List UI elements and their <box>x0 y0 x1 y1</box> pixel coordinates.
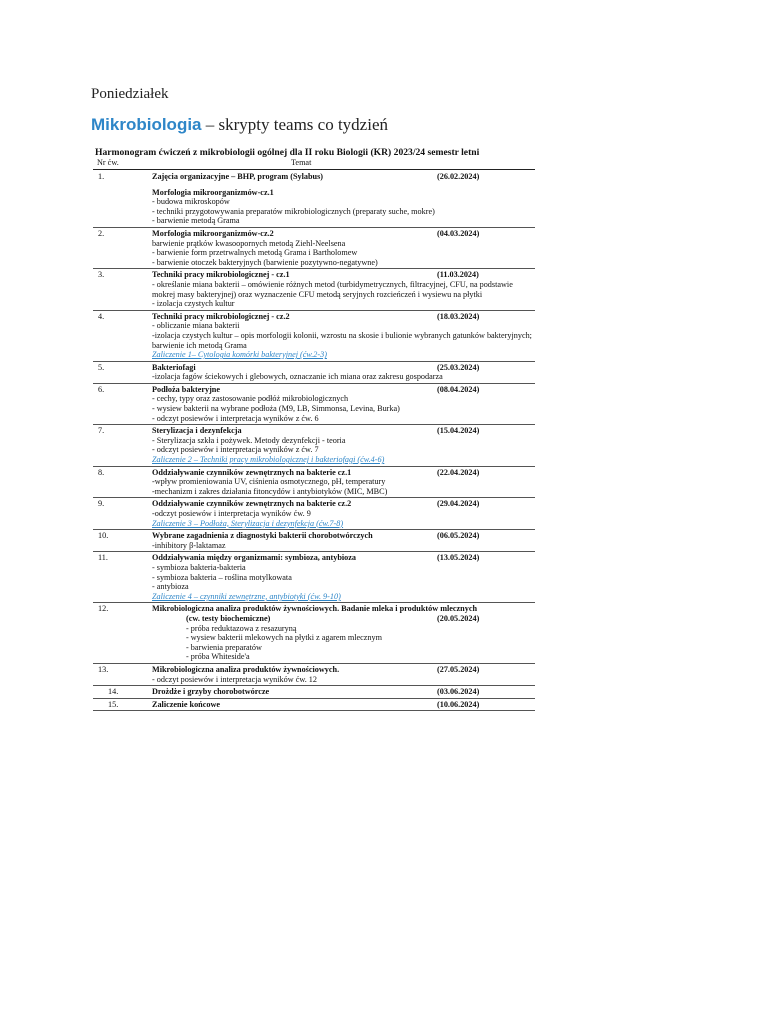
topic-line <box>152 426 535 436</box>
topic-line <box>152 652 535 662</box>
row-number: 7. <box>98 426 105 436</box>
schedule-row <box>93 603 535 664</box>
row-topic <box>152 468 535 497</box>
topic-line <box>152 582 535 592</box>
schedule-row <box>93 425 535 466</box>
session-date: (06.05.2024) <box>437 531 480 541</box>
session-date: (15.04.2024) <box>437 426 480 436</box>
topic-text: -izolacja czystych kultur – opis morfologii kolonii, wzrostu na skosie i bulionie wybranych gatunków bakteryjnych; barwienie ich metodą Grama <box>152 330 532 350</box>
column-header <box>93 158 535 170</box>
row-topic <box>152 426 535 464</box>
row-topic <box>152 665 535 684</box>
topic-text: Oddziaływanie czynników zewnętrznych na bakterie cz.2 <box>152 499 352 509</box>
row-number: 1. <box>98 172 105 181</box>
row-number: 3. <box>98 270 105 280</box>
topic-text: - odczyt posiewów i interpretacja wyników z ćw. 7 <box>152 445 319 455</box>
test-note-line <box>152 519 535 529</box>
schedule-row <box>93 228 535 269</box>
topic-line <box>152 197 535 207</box>
heading-subtitle: – skrypty teams co tydzień <box>201 115 388 134</box>
topic-text: Morfologia mikroorganizmów-cz.2 <box>152 228 274 238</box>
topic-text: Techniki pracy mikrobiologicznej - cz.2 <box>152 311 290 321</box>
topic-line <box>152 363 535 373</box>
row-topic <box>152 229 535 267</box>
row-number: 11. <box>98 553 108 563</box>
topic-text: -wpływ promieniowania UV, ciśnienia osmotycznego, pH, temperatury <box>152 477 386 487</box>
topic-text: - odczyt posiewów i interpretacja wyników z ćw. 6 <box>152 413 319 423</box>
row-number: 13. <box>98 664 109 674</box>
schedule-rows <box>93 171 535 711</box>
row-topic <box>152 687 535 697</box>
schedule-document <box>93 147 535 711</box>
row-topic <box>152 172 535 226</box>
topic-text: - wysiew bakterii mlekowych na płytki z agarem mlecznym <box>186 633 382 643</box>
topic-text: barwienie prątków kwasoopornych metodą Ziehl-Neelsena <box>152 238 346 248</box>
topic-text: - cechy, typy oraz zastosowanie podłóż mikrobiologicznych <box>152 394 349 404</box>
topic-line <box>152 468 535 478</box>
session-date: (29.04.2024) <box>437 499 480 509</box>
topic-line <box>152 385 535 395</box>
topic-line <box>152 499 535 509</box>
topic-line <box>152 312 535 322</box>
session-date: (10.06.2024) <box>437 699 480 709</box>
test-note-line <box>152 592 535 602</box>
topic-text: Zaliczenie 2 – Techniki pracy mikrobiologicznej i bakteriofagi (ćw.4-6) <box>152 455 385 465</box>
schedule-row <box>93 269 535 310</box>
topic-line <box>152 563 535 573</box>
topic-text: Bakteriofagi <box>152 362 196 372</box>
topic-text: - określanie miana bakterii – omówienie różnych metod (turbidymetrycznych, filtracyjnej, CFU, na podstawie mokrej masy bakteryjnej) oraz wyznaczenie CFU metodą seryjnych rozcieńczeń i wysiewu na płytki <box>152 279 513 299</box>
topic-line <box>152 531 535 541</box>
topic-line <box>152 394 535 404</box>
topic-text: -odczyt posiewów i interpretacja wyników ćw. 9 <box>152 509 311 518</box>
session-date: (20.05.2024) <box>437 613 480 623</box>
session-date: (11.03.2024) <box>437 270 479 280</box>
session-date: (04.03.2024) <box>437 228 480 238</box>
topic-line <box>152 541 535 551</box>
subject-title: Mikrobiologia <box>91 115 202 134</box>
schedule-row <box>93 467 535 499</box>
row-number: 2. <box>98 228 105 238</box>
topic-text: - symbioza bakteria-bakteria <box>152 562 246 572</box>
day-label: Poniedziałek <box>91 86 169 102</box>
topic-line <box>152 604 535 614</box>
topic-line <box>152 414 535 424</box>
topic-text: Mikrobiologiczna analiza produktów żywnościowych. <box>152 664 340 674</box>
topic-line <box>152 553 535 563</box>
session-date: (18.03.2024) <box>437 311 480 321</box>
test-note-line <box>152 350 535 360</box>
row-topic <box>152 499 535 528</box>
topic-line <box>152 280 535 299</box>
row-topic <box>152 385 535 423</box>
row-number: 10. <box>98 531 109 541</box>
topic-text: Mikrobiologiczna analiza produktów żywnościowych. Badanie mleka i produktów mlecznych <box>152 604 478 614</box>
topic-line <box>152 239 535 249</box>
topic-text: Morfologia mikroorganizmów-cz.1 <box>152 187 274 197</box>
topic-line <box>152 477 535 487</box>
row-topic <box>152 700 535 710</box>
topic-text: -inhibitory β-laktamaz <box>152 540 226 550</box>
topic-line <box>152 270 535 280</box>
row-number: 9. <box>98 499 105 509</box>
topic-line <box>152 643 535 653</box>
topic-text: Zajęcia organizacyjne – BHP, program (Sylabus) <box>152 172 324 181</box>
topic-text: Podłoża bakteryjne <box>152 384 220 394</box>
topic-text: - obliczanie miana bakterii <box>152 321 240 331</box>
topic-line <box>152 614 535 624</box>
topic-line <box>152 436 535 446</box>
row-topic <box>152 270 535 308</box>
schedule-row <box>93 699 535 712</box>
page-heading <box>91 115 388 135</box>
row-number: 12. <box>98 604 109 614</box>
row-topic <box>152 312 535 360</box>
schedule-row <box>93 664 535 686</box>
topic-line <box>152 229 535 239</box>
topic-text: - barwienie metodą Grama <box>152 216 240 226</box>
schedule-row <box>93 311 535 362</box>
topic-text: Zaliczenie końcowe <box>152 699 220 709</box>
topic-text: (cw. testy biochemiczne) <box>186 613 271 623</box>
topic-text: Zaliczenie 4 – czynniki zewnętrzne, antybiotyki (ćw. 9-10) <box>152 591 341 601</box>
topic-text: - barwienie otoczek bakteryjnych (barwienie pozytywno-negatywne) <box>152 257 378 267</box>
column-topic-label: Temat <box>291 158 312 167</box>
topic-line <box>152 299 535 309</box>
row-topic <box>152 363 535 382</box>
topic-text: - barwienia preparatów <box>186 642 262 652</box>
session-date: (22.04.2024) <box>437 467 480 477</box>
topic-line <box>152 687 535 697</box>
topic-text: Wybrane zagadnienia z diagnostyki bakterii chorobotwórczych <box>152 531 373 541</box>
topic-text: - Sterylizacja szkła i pożywek. Metody dezynfekcji - teoria <box>152 435 346 445</box>
topic-line <box>152 258 535 268</box>
topic-text: - symbioza bakteria – roślina motylkowata <box>152 572 292 582</box>
schedule-row <box>93 362 535 384</box>
row-number: 5. <box>98 362 105 372</box>
topic-line <box>152 624 535 634</box>
schedule-row <box>93 498 535 530</box>
topic-line <box>152 633 535 643</box>
topic-line <box>152 700 535 710</box>
topic-line <box>152 487 535 497</box>
schedule-title: Harmonogram ćwiczeń z mikrobiologii ogólnej dla II roku Biologii (KR) 2023/24 semestr letni <box>95 147 480 158</box>
session-date: (03.06.2024) <box>437 687 480 697</box>
session-date: (27.05.2024) <box>437 664 480 674</box>
topic-line <box>152 573 535 583</box>
session-date: (13.05.2024) <box>437 553 480 563</box>
topic-line <box>152 248 535 258</box>
topic-line <box>152 509 535 519</box>
topic-text: Techniki pracy mikrobiologicznej - cz.1 <box>152 270 290 280</box>
topic-text: - budowa mikroskopów <box>152 197 230 207</box>
topic-text: Zaliczenie 1– Cytologia komórki bakteryjnej (ćw.2-3) <box>152 350 327 360</box>
topic-line <box>152 331 535 350</box>
schedule-row <box>93 552 535 603</box>
topic-text: Oddziaływanie czynników zewnętrznych na bakterie cz.1 <box>152 467 352 477</box>
session-date: (08.04.2024) <box>437 384 480 394</box>
session-date: (25.03.2024) <box>437 362 480 372</box>
topic-text: - próba reduktazowa z resazuryną <box>186 623 297 633</box>
schedule-row <box>93 530 535 552</box>
topic-text: - wysiew bakterii na wybrane podłoża (M9, LB, Simmonsa, Levina, Burka) <box>152 404 400 414</box>
schedule-row <box>93 171 535 228</box>
row-number: 15. <box>108 699 119 709</box>
topic-line <box>152 665 535 675</box>
topic-text: - techniki przygotowywania preparatów mikrobiologicznych (preparaty suche, mokre) <box>152 206 435 216</box>
row-topic <box>152 553 535 601</box>
row-topic <box>152 604 535 662</box>
schedule-row <box>93 686 535 699</box>
topic-line <box>152 188 535 198</box>
column-nr-label: Nr ćw. <box>97 158 119 167</box>
row-number: 4. <box>98 311 105 321</box>
row-number: 6. <box>98 384 105 394</box>
topic-text: Sterylizacja i dezynfekcja <box>152 426 242 436</box>
topic-line <box>152 172 535 182</box>
topic-line <box>152 675 535 685</box>
row-number: 8. <box>98 467 105 477</box>
topic-line <box>152 207 535 217</box>
test-note-line <box>152 455 535 465</box>
topic-text: - izolacja czystych kultur <box>152 299 235 309</box>
topic-line <box>152 216 535 226</box>
row-topic <box>152 531 535 550</box>
schedule-row <box>93 384 535 425</box>
row-number: 14. <box>108 687 119 697</box>
topic-text: - antybioza <box>152 582 189 592</box>
topic-text: -mechanizm i zakres działania fitoncydów i antybiotyków (MIC, MBC) <box>152 486 388 496</box>
topic-text: - odczyt posiewów i interpretacja wyników ćw. 12 <box>152 674 317 684</box>
topic-text: - barwienie form przetrwalnych metodą Grama i Bartholomew <box>152 248 358 258</box>
topic-text: Oddziaływania między organizmami: symbioza, antybioza <box>152 553 356 563</box>
topic-text: Drożdże i grzyby chorobotwórcze <box>152 687 270 697</box>
topic-text: - próba Whiteside'a <box>186 652 250 662</box>
topic-line <box>152 445 535 455</box>
topic-line <box>152 372 535 382</box>
topic-text: -izolacja fagów ściekowych i glebowych, oznaczanie ich miana oraz zakresu gospodarza <box>152 372 443 382</box>
topic-line <box>152 321 535 331</box>
topic-text: Zaliczenie 3 – Podłoża, Sterylizacja i dezynfekcja (ćw.7-8) <box>152 518 344 528</box>
topic-line <box>152 404 535 414</box>
session-date: (26.02.2024) <box>437 172 480 181</box>
